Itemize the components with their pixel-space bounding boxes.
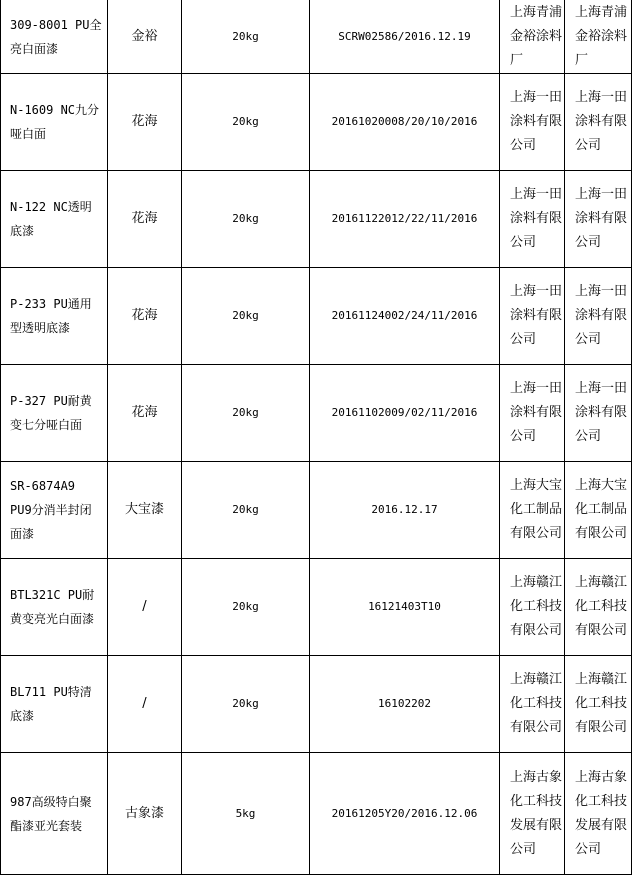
producer-text: 上海赣江化工科技有限公司 bbox=[510, 575, 563, 638]
producer-text: 上海一田涂料有限公司 bbox=[510, 381, 563, 444]
batch-date-cell: 20161122012/22/11/2016 bbox=[310, 171, 500, 268]
manufacturer-text: 上海一田涂料有限公司 bbox=[575, 90, 628, 153]
producer-text: 上海古象化工科技发展有限公司 bbox=[510, 769, 563, 857]
producer-text: 上海青浦金裕涂料厂 bbox=[510, 4, 563, 68]
table-row bbox=[1, 656, 632, 753]
brand-cell: 古象漆 bbox=[108, 753, 182, 875]
producer-cell bbox=[500, 268, 565, 365]
brand-cell: / bbox=[108, 656, 182, 753]
manufacturer-text: 上海赣江化工科技有限公司 bbox=[575, 672, 628, 735]
manufacturer-text: 上海赣江化工科技有限公司 bbox=[575, 575, 628, 638]
table-row bbox=[1, 753, 632, 875]
batch-date-cell: 16102202 bbox=[310, 656, 500, 753]
manufacturer-cell bbox=[565, 365, 632, 462]
brand-cell: 花海 bbox=[108, 171, 182, 268]
spec-cell: 20kg bbox=[182, 0, 310, 74]
batch-date-cell: 20161205Y20/2016.12.06 bbox=[310, 753, 500, 875]
batch-date-cell: 16121403T10 bbox=[310, 559, 500, 656]
product-name-cell: SR-6874A9 PU9分消半封闭面漆 bbox=[1, 462, 108, 559]
manufacturer-cell bbox=[565, 559, 632, 656]
producer-text: 上海大宝化工制品有限公司 bbox=[510, 478, 563, 541]
producer-cell bbox=[500, 0, 565, 74]
brand-cell: 花海 bbox=[108, 74, 182, 171]
manufacturer-cell bbox=[565, 753, 632, 875]
product-name-cell: 987高级特白聚酯漆亚光套装 bbox=[1, 753, 108, 875]
producer-text: 上海一田涂料有限公司 bbox=[510, 284, 563, 347]
batch-date-cell: 20161020008/20/10/2016 bbox=[310, 74, 500, 171]
producer-text: 上海赣江化工科技有限公司 bbox=[510, 672, 563, 735]
manufacturer-cell bbox=[565, 268, 632, 365]
producer-cell bbox=[500, 171, 565, 268]
manufacturer-text: 上海青浦金裕涂料厂 bbox=[575, 4, 628, 68]
table-row bbox=[1, 365, 632, 462]
manufacturer-text: 上海古象化工科技发展有限公司 bbox=[575, 769, 628, 857]
table-row bbox=[1, 559, 632, 656]
spec-cell: 20kg bbox=[182, 365, 310, 462]
manufacturer-cell bbox=[565, 74, 632, 171]
manufacturer-text: 上海一田涂料有限公司 bbox=[575, 381, 628, 444]
batch-date-cell: SCRW02586/2016.12.19 bbox=[310, 0, 500, 74]
producer-cell bbox=[500, 559, 565, 656]
table-row bbox=[1, 462, 632, 559]
producer-cell bbox=[500, 74, 565, 171]
producer-cell bbox=[500, 753, 565, 875]
manufacturer-cell bbox=[565, 462, 632, 559]
manufacturer-cell bbox=[565, 0, 632, 74]
brand-cell: 大宝漆 bbox=[108, 462, 182, 559]
manufacturer-text: 上海一田涂料有限公司 bbox=[575, 284, 628, 347]
producer-cell bbox=[500, 365, 565, 462]
spec-cell: 20kg bbox=[182, 268, 310, 365]
spec-cell: 5kg bbox=[182, 753, 310, 875]
table-row bbox=[1, 268, 632, 365]
producer-cell bbox=[500, 462, 565, 559]
table-row bbox=[1, 171, 632, 268]
product-name-cell: N-1609 NC九分哑白面 bbox=[1, 74, 108, 171]
producer-text: 上海一田涂料有限公司 bbox=[510, 90, 563, 153]
table-row bbox=[1, 74, 632, 171]
batch-date-cell: 2016.12.17 bbox=[310, 462, 500, 559]
product-name-cell: 309-8001 PU全亮白面漆 bbox=[1, 0, 108, 74]
brand-cell: 花海 bbox=[108, 365, 182, 462]
producer-cell bbox=[500, 656, 565, 753]
brand-cell: 金裕 bbox=[108, 0, 182, 74]
manufacturer-text: 上海一田涂料有限公司 bbox=[575, 187, 628, 250]
spec-cell: 20kg bbox=[182, 462, 310, 559]
manufacturer-cell bbox=[565, 656, 632, 753]
brand-cell: 花海 bbox=[108, 268, 182, 365]
batch-date-cell: 20161102009/02/11/2016 bbox=[310, 365, 500, 462]
batch-date-cell: 20161124002/24/11/2016 bbox=[310, 268, 500, 365]
product-name-cell: BL711 PU特清底漆 bbox=[1, 656, 108, 753]
spec-cell: 20kg bbox=[182, 171, 310, 268]
manufacturer-cell bbox=[565, 171, 632, 268]
table-row bbox=[1, 0, 632, 74]
spec-cell: 20kg bbox=[182, 559, 310, 656]
producer-text: 上海一田涂料有限公司 bbox=[510, 187, 563, 250]
product-name-cell: P-327 PU耐黄变七分哑白面 bbox=[1, 365, 108, 462]
product-name-cell: P-233 PU通用型透明底漆 bbox=[1, 268, 108, 365]
spec-cell: 20kg bbox=[182, 74, 310, 171]
product-name-cell: N-122 NC透明底漆 bbox=[1, 171, 108, 268]
spec-cell: 20kg bbox=[182, 656, 310, 753]
brand-cell: / bbox=[108, 559, 182, 656]
product-name-cell: BTL321C PU耐黄变亮光白面漆 bbox=[1, 559, 108, 656]
manufacturer-text: 上海大宝化工制品有限公司 bbox=[575, 478, 628, 541]
